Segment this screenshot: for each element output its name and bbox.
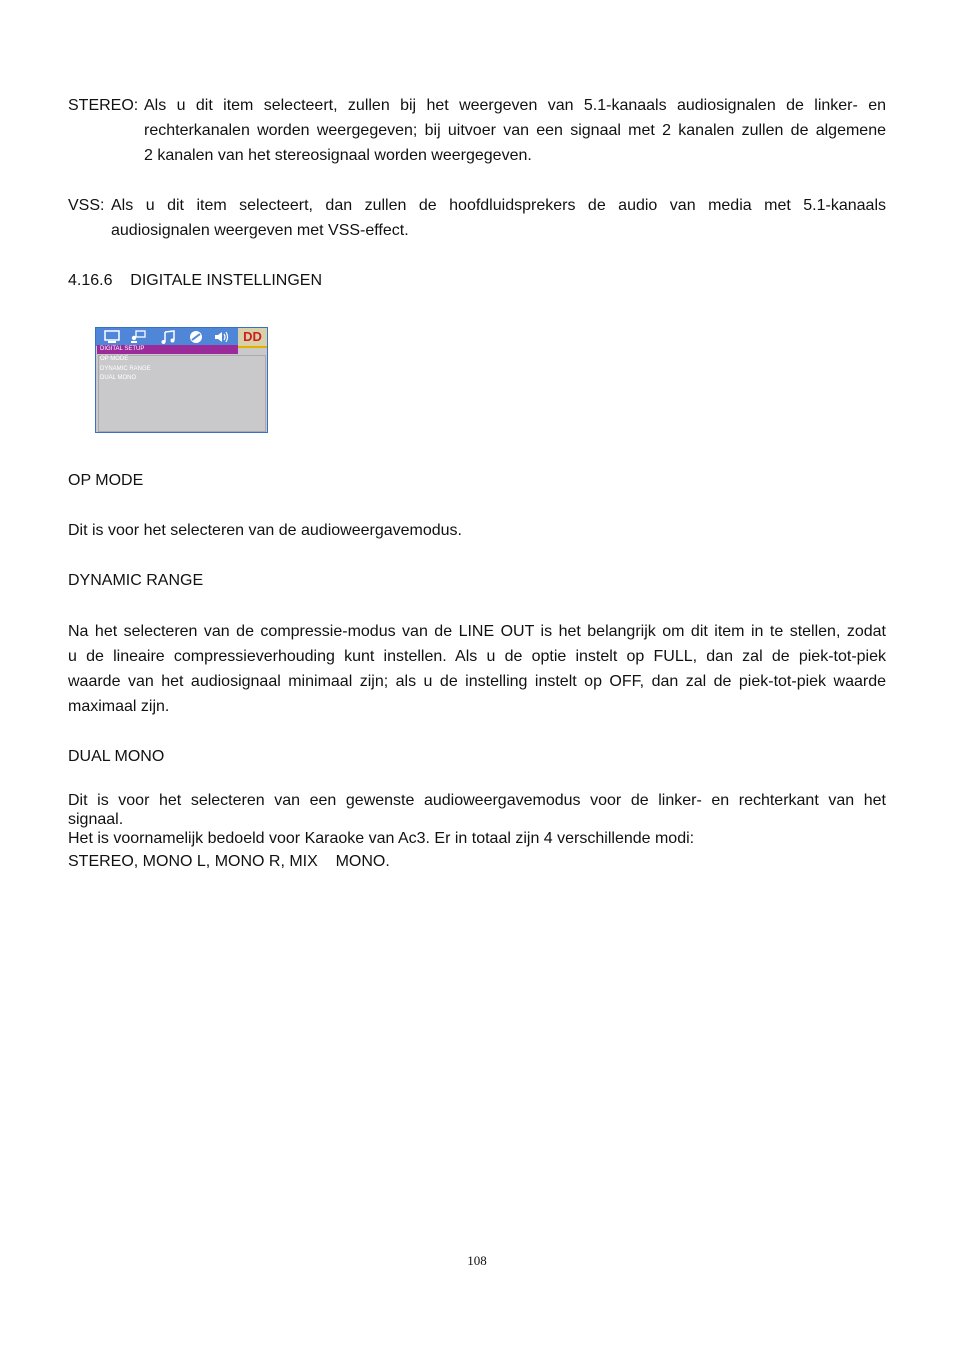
stereo-paragraph	[68, 93, 886, 168]
dynamic-range-line: Na het selecteren van de compressie-modus van de LINE OUT is het belangrijk om dit item in te stellen, zodat	[68, 623, 886, 640]
digital-setup-menu-screenshot	[95, 327, 268, 433]
stereo-term: STEREO:	[68, 97, 139, 114]
stereo-line: 2 kanalen van het stereosignaal worden weergegeven.	[144, 147, 532, 164]
dual-mono-line: Dit is voor het selecteren van een gewenste audioweergavemodus voor de linker- en rechterkant van het	[68, 792, 886, 809]
vss-paragraph	[68, 193, 886, 243]
brand-underline	[238, 346, 267, 348]
vss-line: Als u dit item selecteert, dan zullen de hoofdluidsprekers de audio van media met 5.1-kanaals	[111, 197, 886, 214]
dynamic-range-line: u de lineaire compressieverhouding kunt instellen. Als u de optie instelt op FULL, dan zal de piek-tot-piek	[68, 648, 886, 665]
disc-icon	[188, 330, 204, 344]
dynamic-range-line: maximaal zijn.	[68, 698, 170, 715]
dual-mono-paragraph	[68, 791, 886, 871]
page-number: 108	[467, 1253, 487, 1268]
op-mode-heading: OP MODE	[68, 472, 144, 489]
tv-icon	[104, 330, 120, 344]
dolby-digital-logo: DD	[238, 328, 267, 346]
dual-mono-line: Het is voornamelijk bedoeld voor Karaoke van Ac3. Er in totaal zijn 4 verschillende modi:	[68, 830, 695, 847]
dynamic-range-line: waarde van het audiosignaal minimaal zijn; als u de instelling instelt op OFF, dan zal de piek-tot-piek waarde	[68, 673, 886, 690]
music-note-icon	[160, 330, 176, 344]
menu-item-dynamic-range[interactable]: DYNAMIC RANGE	[100, 366, 151, 372]
stereo-line: rechterkanalen worden weergegeven; bij uitvoer van een signaal met 2 kanalen zullen de algemene	[144, 122, 886, 139]
stereo-line: Als u dit item selecteert, zullen bij het weergeven van 5.1-kanaals audiosignalen de linker- en	[144, 97, 886, 114]
dynamic-range-heading: DYNAMIC RANGE	[68, 572, 204, 589]
section-heading: 4.16.6 DIGITALE INSTELLINGEN	[68, 272, 323, 289]
menu-icon-bar	[96, 328, 267, 346]
dual-mono-heading: DUAL MONO	[68, 748, 165, 765]
menu-item-dual-mono[interactable]: DUAL MONO	[100, 375, 137, 381]
menu-header: DIGITAL SETUP	[97, 345, 238, 354]
dual-mono-line: STEREO, MONO L, MONO R, MIX MONO.	[68, 853, 390, 870]
vss-line: audiosignalen weergeven met VSS-effect.	[111, 222, 409, 239]
dynamic-range-paragraph	[68, 619, 886, 719]
speaker-icon	[214, 330, 230, 344]
vss-term: VSS:	[68, 197, 105, 214]
dual-mono-line: signaal.	[68, 811, 124, 828]
monitor-speech-icon	[130, 330, 146, 344]
menu-item-op-mode[interactable]: OP MODE	[100, 356, 129, 362]
op-mode-text: Dit is voor het selecteren van de audioweergavemodus.	[68, 522, 462, 539]
